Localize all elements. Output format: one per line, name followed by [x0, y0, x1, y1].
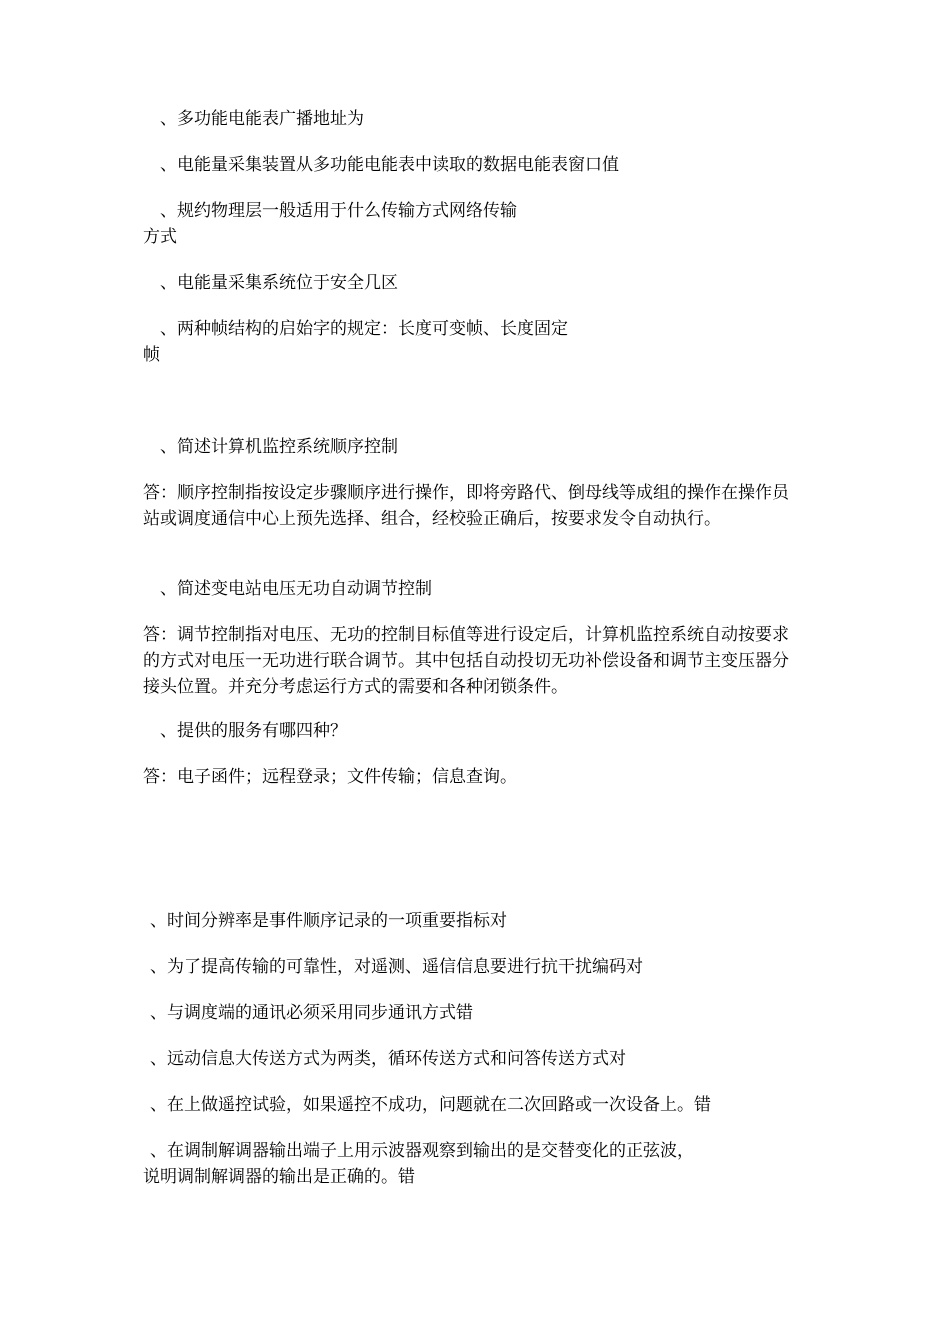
tf-item-3: 、与调度端的通讯必须采用同步通讯方式错	[150, 1003, 473, 1023]
fill-item-5: 、两种帧结构的启始字的规定：长度可变帧、长度固定	[160, 319, 568, 339]
answer-1: 答：顺序控制指按设定步骤顺序进行操作，即将旁路代、倒母线等成组的操作在操作员站或调度通信中心上预先选择、组合，经校验正确后，按要求发令自动执行。	[143, 483, 789, 529]
fill-item-5-cont: 帧	[143, 345, 160, 365]
answer-3: 答：电子函件；远程登录；文件传输；信息查询。	[143, 767, 517, 787]
answer-2: 答：调节控制指对电压、无功的控制目标值等进行设定后，计算机监控系统自动按要求的方式对电压一无功进行联合调节。其中包括自动投切无功补偿设备和调节主变压器分接头位置。并充分考虑运行方式的需要和各种闭锁条件。	[143, 625, 789, 697]
tf-item-6: 、在调制解调器输出端子上用示波器观察到输出的是交替变化的正弦波，	[150, 1141, 694, 1161]
tf-item-6-cont: 说明调制解调器的输出是正确的。错	[143, 1167, 415, 1187]
tf-item-1: 、时间分辨率是事件顺序记录的一项重要指标对	[150, 911, 507, 931]
question-2: 、简述变电站电压无功自动调节控制	[160, 579, 432, 599]
tf-item-2: 、为了提高传输的可靠性，对遥测、遥信信息要进行抗干扰编码对	[150, 957, 643, 977]
fill-item-2: 、电能量采集装置从多功能电能表中读取的数据电能表窗口值	[160, 155, 619, 175]
fill-item-4: 、电能量采集系统位于安全几区	[160, 273, 398, 293]
fill-item-3-cont: 方式	[143, 227, 177, 247]
fill-item-3: 、规约物理层一般适用于什么传输方式网络传输	[160, 201, 517, 221]
fill-item-1: 、多功能电能表广播地址为	[160, 109, 364, 129]
tf-item-4: 、远动信息大传送方式为两类，循环传送方式和问答传送方式对	[150, 1049, 626, 1069]
question-3: 、提供的服务有哪四种？	[160, 721, 347, 741]
tf-item-5: 、在上做遥控试验，如果遥控不成功，问题就在二次回路或一次设备上。错	[150, 1095, 711, 1115]
question-1: 、简述计算机监控系统顺序控制	[160, 437, 398, 457]
